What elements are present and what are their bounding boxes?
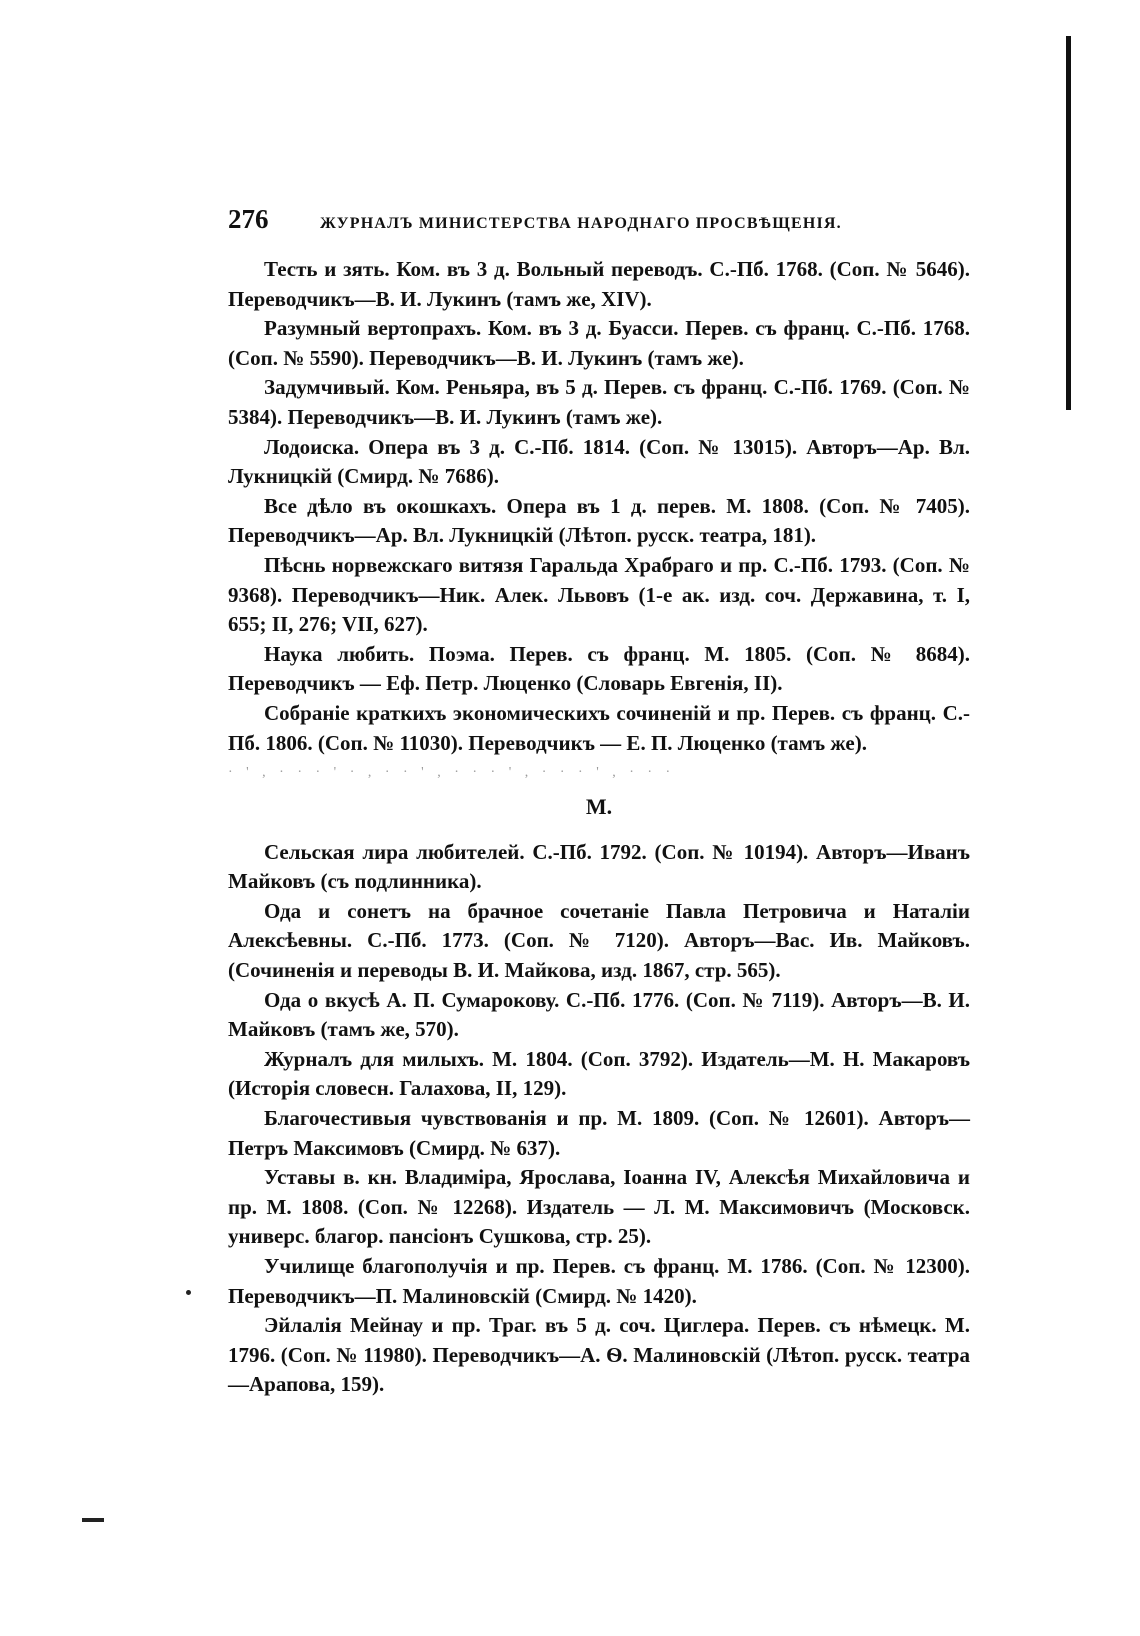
bibliography-entry: Сельская лира любителей. С.-Пб. 1792. (Соп. № 10194). Авторъ—Иванъ Майковъ (съ подлинника). [228, 839, 970, 894]
running-head [228, 204, 970, 235]
bibliography-entry: Разумный вертопрахъ. Ком. въ 3 д. Буасси. Перев. съ франц. С.-Пб. 1768. (Соп. № 5590). Переводчикъ—В. И. Лукинъ (тамъ же). [228, 316, 970, 370]
bibliography-entry: Собраніе краткихъ экономическихъ сочиненій и пр. Перев. съ франц. С.-Пб. 1806. (Соп. № 11030). Переводчикъ — Е. П. Люценко (тамъ же). [228, 700, 970, 755]
bibliography-entry: Задумчивый. Ком. Реньяра, въ 5 д. Перев. съ франц. С.-Пб. 1769. (Соп. № 5384). Переводчикъ—В. И. Лукинъ (тамъ же). [228, 375, 970, 429]
journal-title: ЖУРНАЛЪ МИНИСТЕРСТВА НАРОДНАГО ПРОСВѢЩЕНІЯ. [320, 215, 842, 232]
page-number: 276 [228, 204, 269, 234]
bibliography-entry: Лодоиска. Опера въ 3 д. С.-Пб. 1814. (Соп. № 13015). Авторъ—Ар. Вл. Лукницкій (Смирд. № 7686). [228, 434, 970, 489]
bibliography-entry: Эйлалія Мейнау и пр. Траг. въ 5 д. соч. Циглера. Перев. съ нѣмецк. М. 1796. (Соп. № 11980). Переводчикъ—А. Ѳ. Малиновскій (Лѣтоп. русск. театра—Арапова, 159). [228, 1313, 970, 1397]
print-bleed-artifact: · ' , · · · ' · , · · ' , · · · ' , · · · ' , · · · [228, 765, 676, 781]
bibliography-entry: Наука любить. Поэма. Перев. съ франц. М. 1805. (Соп. № 8684). Переводчикъ — Еф. Петр. Люценко (Словарь Евгенія, II). [228, 641, 970, 696]
bibliography-entry: Уставы в. кн. Владиміра, Ярослава, Іоанна IV, Алексѣя Михайловича и пр. М. 1808. (Соп. № 12268). Издатель — Л. М. Максимовичъ (Московск. универс. благор. пансіонъ Сушкова, стр. 25). [228, 1165, 970, 1249]
text-column [228, 204, 970, 1400]
bibliography-entry: Тесть и зять. Ком. въ 3 д. Вольный переводъ. С.-Пб. 1768. (Соп. № 5646). Переводчикъ—В. И. Лукинъ (тамъ же, XIV). [228, 257, 970, 311]
ink-speck [186, 1290, 191, 1295]
margin-mark [82, 1518, 104, 1522]
bibliography-entry: Ода о вкусѣ А. П. Сумарокову. С.-Пб. 1776. (Соп. № 7119). Авторъ—В. И. Майковъ (тамъ же, 570). [228, 987, 970, 1042]
bibliography-entry: Все дѣло въ окошкахъ. Опера въ 1 д. перев. М. 1808. (Соп. № 7405). Переводчикъ—Ар. Вл. Лукницкій (Лѣтоп. русск. театра, 181). [228, 493, 970, 548]
section-letter: М. [585, 793, 613, 819]
bibliography-entry: Благочестивыя чувствованія и пр. М. 1809. (Соп. № 12601). Авторъ—Петръ Максимовъ (Смирд. № 637). [228, 1106, 970, 1160]
bibliography-entry: Пѣснь норвежскаго витязя Гаральда Храбраго и пр. С.-Пб. 1793. (Соп. № 9368). Переводчикъ—Ник. Алек. Львовъ (1-е ак. изд. соч. Державина, т. I, 655; II, 276; VII, 627). [228, 552, 970, 637]
bibliography-entry: Журналъ для милыхъ. М. 1804. (Соп. 3792). Издатель—М. Н. Макаровъ (Исторія словесн. Галахова, II, 129). [228, 1046, 970, 1101]
bibliography-entry: Ода и сонетъ на брачное сочетаніе Павла Петровича и Наталіи Алексѣевны. С.-Пб. 1773. (Соп. № 7120). Авторъ—Вас. Ив. Майковъ. (Сочиненія и переводы В. И. Майкова, изд. 1867, стр. 565). [228, 898, 970, 983]
bibliography-entry: Училище благополучія и пр. Перев. съ франц. М. 1786. (Соп. № 12300). Переводчикъ—П. Малиновскій (Смирд. № 1420). [228, 1254, 970, 1308]
page-edge-rule [1066, 36, 1071, 410]
